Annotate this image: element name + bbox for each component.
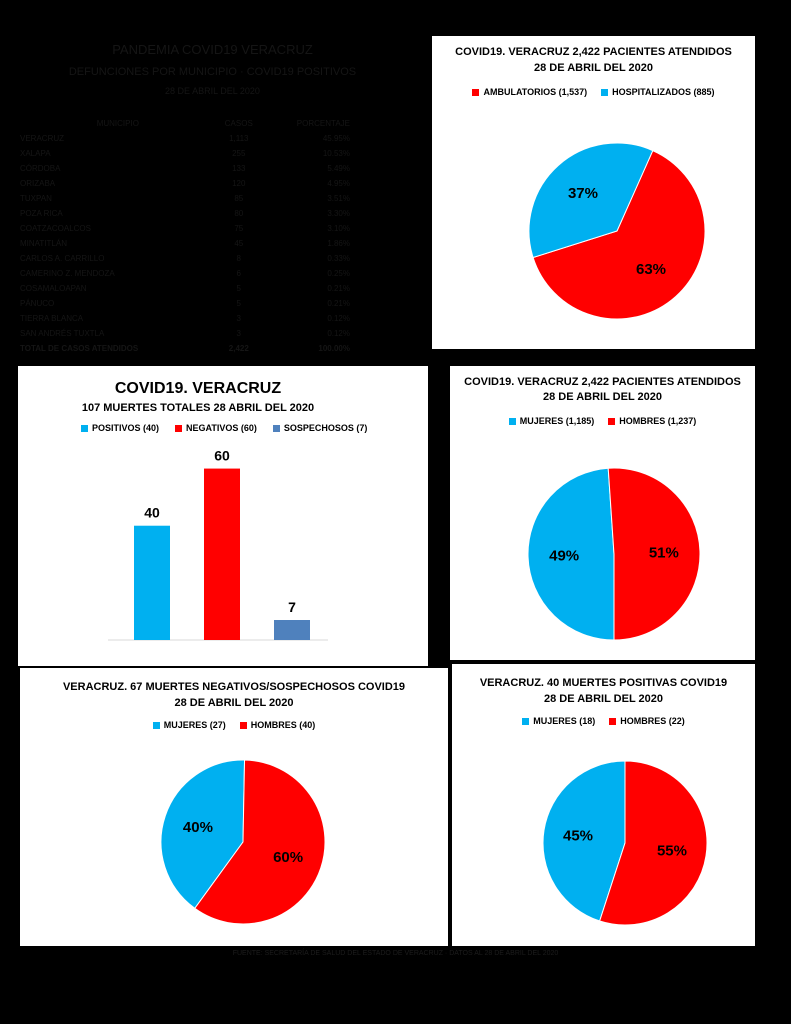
chart-sexo-panel bbox=[450, 366, 755, 660]
table-row bbox=[20, 191, 350, 206]
table-cell: 0.21% bbox=[327, 284, 350, 293]
table-cell: 80 bbox=[234, 209, 244, 218]
table-row bbox=[20, 161, 350, 176]
legend-label: AMBULATORIOS (1,537) bbox=[483, 87, 588, 97]
table-row bbox=[20, 281, 350, 296]
table-cell: 100.00% bbox=[318, 344, 350, 353]
slice-label: 40% bbox=[182, 818, 213, 836]
chart-title: COVID19. VERACRUZ bbox=[114, 380, 282, 397]
table-cell: 0.12% bbox=[327, 314, 350, 323]
slice-label: 45% bbox=[563, 827, 594, 845]
table-cell: SAN ANDRÉS TUXTLA bbox=[20, 329, 105, 338]
table-cell: 0.25% bbox=[327, 269, 350, 278]
table-cell: PÁNUCO bbox=[20, 299, 55, 308]
table-cell: TOTAL DE CASOS ATENDIDOS bbox=[20, 344, 139, 353]
table-row bbox=[20, 131, 350, 146]
slice-label: 51% bbox=[648, 544, 679, 562]
table-row bbox=[20, 236, 350, 251]
legend-label: MUJERES (27) bbox=[163, 720, 226, 730]
table-cell: 5 bbox=[236, 299, 241, 308]
table-cell: COSAMALOAPAN bbox=[20, 284, 87, 293]
chart-title: COVID19. VERACRUZ 2,422 PACIENTES ATENDIDOS bbox=[455, 46, 732, 58]
chart-pacientes-panel bbox=[432, 36, 755, 349]
table-cell: 8 bbox=[236, 254, 241, 263]
column-header: CASOS bbox=[224, 119, 253, 128]
table-row bbox=[20, 311, 350, 326]
table-cell: 10.53% bbox=[322, 149, 350, 158]
chart-subtitle: 28 DE ABRIL DEL 2020 bbox=[174, 697, 294, 709]
table-cell: CARLOS A. CARRILLO bbox=[20, 254, 105, 263]
table-cell: ORIZABA bbox=[20, 179, 56, 188]
legend-label: HOMBRES (1,237) bbox=[619, 416, 697, 426]
table-cell: 75 bbox=[234, 224, 244, 233]
pie-chart bbox=[450, 366, 755, 660]
table-cell: 5.49% bbox=[327, 164, 350, 173]
table-cell: 5 bbox=[236, 284, 241, 293]
table-cell: 0.12% bbox=[327, 329, 350, 338]
bar bbox=[274, 620, 310, 640]
table-cell: 6 bbox=[236, 269, 241, 278]
chart-subtitle: 107 MUERTES TOTALES 28 ABRIL DEL 2020 bbox=[81, 402, 315, 414]
table-date: 28 DE ABRIL DEL 2020 bbox=[165, 86, 260, 96]
chart-negativos-panel bbox=[20, 668, 448, 946]
table-row bbox=[20, 266, 350, 281]
table-cell: 2,422 bbox=[228, 344, 249, 353]
chart-positivos-panel bbox=[452, 664, 755, 946]
legend-label: HOMBRES (40) bbox=[250, 720, 316, 730]
table-cell: 0.21% bbox=[327, 299, 350, 308]
pie-chart bbox=[452, 664, 755, 946]
table-cell: 3 bbox=[236, 314, 241, 323]
table-cell: 1.86% bbox=[327, 239, 350, 248]
table-cell: COATZACOALCOS bbox=[20, 224, 91, 233]
chart-title: COVID19. VERACRUZ 2,422 PACIENTES ATENDIDOS bbox=[464, 376, 741, 388]
table-row bbox=[20, 251, 350, 266]
slice-label: 49% bbox=[549, 547, 580, 565]
municipality-table bbox=[0, 0, 425, 360]
bar-value-label: 7 bbox=[288, 599, 296, 615]
source-footer: FUENTE: SECRETARÍA DE SALUD DEL ESTADO DE VERACRUZ · DATOS AL 28 DE ABRIL DEL 2020 bbox=[232, 950, 559, 957]
slice-label: 37% bbox=[567, 184, 599, 202]
table-cell: 4.95% bbox=[327, 179, 350, 188]
legend-label: POSITIVOS (40) bbox=[92, 423, 160, 433]
chart-subtitle: 28 DE ABRIL DEL 2020 bbox=[542, 391, 662, 403]
table-cell: 1,113 bbox=[229, 134, 249, 143]
table-cell: CAMERINO Z. MENDOZA bbox=[20, 269, 115, 278]
slice-label: 55% bbox=[656, 842, 687, 860]
table-row bbox=[20, 296, 350, 311]
table-title: PANDEMIA COVID19 VERACRUZ bbox=[112, 42, 313, 57]
table-cell: 85 bbox=[234, 194, 244, 203]
slice-label: 63% bbox=[635, 261, 667, 279]
legend-label: MUJERES (18) bbox=[533, 716, 596, 726]
bar-value-label: 40 bbox=[144, 504, 160, 521]
table-row bbox=[20, 176, 350, 191]
legend-label: HOSPITALIZADOS (885) bbox=[612, 87, 715, 97]
pie-chart bbox=[20, 668, 448, 946]
table-cell: 3.30% bbox=[327, 209, 350, 218]
table-row bbox=[20, 221, 350, 236]
table-row bbox=[20, 326, 350, 341]
bar-value-label: 60 bbox=[214, 447, 230, 464]
table-cell: 3.10% bbox=[327, 224, 350, 233]
chart-muertes-panel bbox=[18, 366, 428, 666]
slice-label: 60% bbox=[273, 849, 304, 867]
table-cell: 133 bbox=[232, 164, 246, 173]
table-cell: 3 bbox=[236, 329, 241, 338]
table-row bbox=[20, 206, 350, 221]
table-cell: XALAPA bbox=[20, 149, 51, 158]
chart-title: VERACRUZ. 40 MUERTES POSITIVAS COVID19 bbox=[479, 677, 728, 689]
table-cell: CÓRDOBA bbox=[20, 164, 61, 173]
legend-label: HOMBRES (22) bbox=[620, 716, 685, 726]
table-cell: TIERRA BLANCA bbox=[20, 314, 84, 323]
table-header-row bbox=[20, 116, 350, 131]
table-row bbox=[20, 341, 350, 356]
bar bbox=[204, 469, 240, 640]
table-cell: 3.51% bbox=[327, 194, 350, 203]
legend-label: NEGATIVOS (60) bbox=[186, 423, 257, 433]
table-cell: 45.95% bbox=[322, 134, 350, 143]
cases-table bbox=[20, 116, 350, 356]
chart-title: VERACRUZ. 67 MUERTES NEGATIVOS/SOSPECHOSOS COVID19 bbox=[62, 681, 406, 693]
table-cell: 0.33% bbox=[327, 254, 350, 263]
legend-label: SOSPECHOSOS (7) bbox=[283, 423, 368, 433]
chart-subtitle: 28 DE ABRIL DEL 2020 bbox=[533, 62, 653, 74]
table-cell: MINATITLÁN bbox=[20, 239, 67, 248]
table-cell: 255 bbox=[232, 149, 246, 158]
bar bbox=[134, 526, 170, 640]
table-cell: 45 bbox=[234, 239, 244, 248]
column-header: MUNICIPIO bbox=[96, 119, 139, 128]
table-row bbox=[20, 146, 350, 161]
bar-chart bbox=[18, 366, 428, 666]
table-subtitle: DEFUNCIONES POR MUNICIPIO · COVID19 POSITIVOS bbox=[68, 66, 357, 78]
table-cell: 120 bbox=[232, 179, 246, 188]
column-header: PORCENTAJE bbox=[296, 119, 350, 128]
legend-label: MUJERES (1,185) bbox=[519, 416, 595, 426]
pie-chart bbox=[432, 36, 755, 349]
table-cell: TUXPAN bbox=[20, 194, 52, 203]
table-cell: VERACRUZ bbox=[20, 134, 65, 143]
table-cell: POZA RICA bbox=[20, 209, 63, 218]
chart-subtitle: 28 DE ABRIL DEL 2020 bbox=[543, 693, 663, 705]
